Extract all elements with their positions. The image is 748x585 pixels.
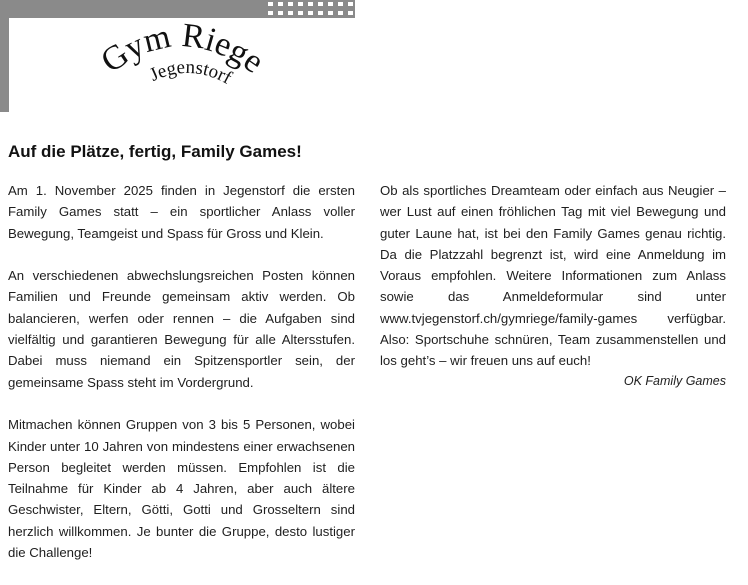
film-hole: [278, 2, 283, 6]
film-hole: [328, 11, 333, 15]
film-hole: [348, 2, 353, 6]
film-hole: [308, 11, 313, 15]
film-hole: [288, 2, 293, 6]
logo-main-text: Gym Riege: [94, 17, 271, 81]
film-hole: [308, 2, 313, 6]
film-hole: [318, 2, 323, 6]
paragraph: Am 1. November 2025 finden in Jegenstorf die ersten Family Games statt – ein sportlicher Anlass voller Bewegung, Teamgeist und Spass für Gross und Klein.: [8, 183, 355, 241]
film-hole: [318, 11, 323, 15]
paragraph: Ob als sportliches Dreamteam oder einfach aus Neugier – wer Lust auf einen fröhlichen Tag mit viel Bewegung und guter Laune hat, ist bei den Family Games genau richtig. Da die Platzzahl begrenzt ist, wird eine Anmeldung im Voraus empfohlen. Weitere Informationen zum Anlass sowie das Anmeldeformular sind unter www.tvjegenstorf.ch/gymriege/family-games verfügbar. Also: Sportschuhe schnüren, Team zusammenstellen und los geht’s – wir freuen uns auf euch!: [380, 183, 726, 369]
paragraph: Mitmachen können Gruppen von 3 bis 5 Personen, wobei Kinder unter 10 Jahren von mindestens einer erwachsenen Person begleitet werden müssen. Empfohlen ist die Teilnahme für Kinder ab 4 Jahren, aber auch ältere Geschwister, Eltern, Götti, Gotti und Grosseltern sind herzlich willkommen. Je bunter die Gruppe, desto lustiger die Challenge!: [8, 417, 355, 561]
film-hole: [288, 11, 293, 15]
article-column-right: [380, 180, 726, 393]
film-hole: [268, 2, 273, 6]
gym-riege-logo: [85, 10, 285, 110]
paragraph: An verschiedenen abwechslungsreichen Posten können Familien und Freunde gemeinsam aktiv werden. Ob balancieren, werfen oder rennen – die Aufgaben sind vielfältig und garantieren Bewegung für alle Altersstufen. Dabei muss niemand ein Spitzensportler sein, der gemeinsame Spass steht im Vordergrund.: [8, 268, 355, 390]
article-column-left: [8, 180, 355, 585]
article-title: Auf die Plätze, fertig, Family Games!: [8, 142, 302, 161]
film-hole: [348, 11, 353, 15]
film-hole: [338, 2, 343, 6]
logo-sub-text: Jegenstorf: [146, 56, 236, 89]
film-hole: [338, 11, 343, 15]
film-hole: [328, 2, 333, 6]
signature: OK Family Games: [623, 374, 726, 388]
film-hole: [298, 2, 303, 6]
film-hole: [298, 11, 303, 15]
